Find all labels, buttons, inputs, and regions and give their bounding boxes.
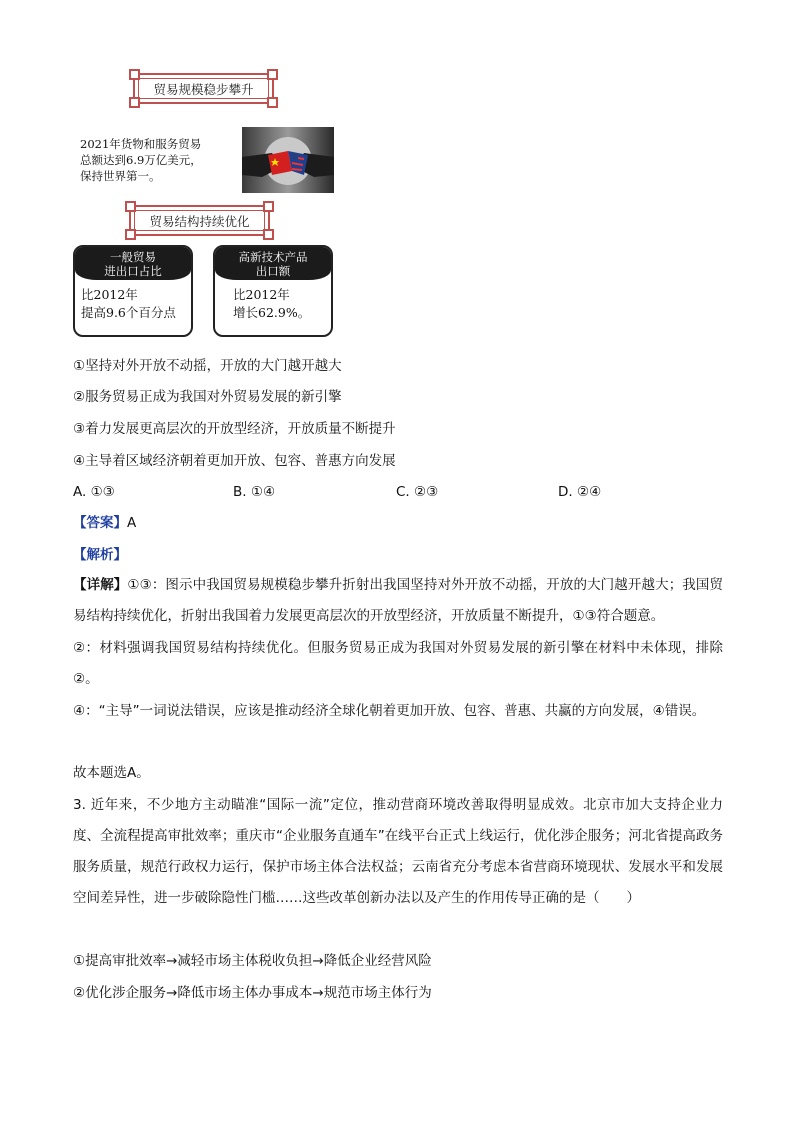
detail-paragraph-3: ④：“主导”一词说法错误，应该是推动经济全球化朝着更加开放、包容、普惠、共赢的方向发展，④错误。 (73, 703, 706, 719)
card-body: 比2012年 提高9.6个百分点 (81, 287, 176, 320)
card-general-trade (73, 245, 193, 337)
answer-value: A (127, 515, 137, 531)
detail-paragraph-4: 故本题选A。 (73, 765, 150, 781)
figure-title-1: 贸易规模稳步攀升 (153, 81, 254, 97)
choice-c: C. ②③ (396, 484, 439, 500)
option-1: ①坚持对外开放不动摇，开放的大门越开越大 (73, 358, 342, 374)
option-4: ④主导着区域经济朝着更加开放、包容、普惠方向发展 (73, 453, 396, 469)
title-box-trade-scale (133, 73, 274, 104)
figure-title-2: 贸易结构持续优化 (149, 213, 250, 229)
card-header: 一般贸易 进出口占比 (75, 247, 191, 280)
question-3-stem: 3. 近年来，不少地方主动瞄准“国际一流”定位，推动营商环境改善取得明显成效。北京市加大支持企业力度、全流程提高审批效率；重庆市“企业服务直通车”在线平台正式上线运行，优化涉企服务；河北省提高政务服务质量，规范行政权力运行，保护市场主体合法权益；云南省充分考虑本省营商环境现状、发展水平和发展空间差异性，进一步破除隐性门槛……这些改革创新办法以及产生的作用传导正确的是（ ） (73, 797, 723, 906)
analysis-label: 【解析】 (73, 547, 127, 563)
detail-paragraph-2: ②：材料强调我国贸易结构持续优化。但服务贸易正成为我国对外贸易发展的新引擎在材料中未体现，排除②。 (73, 640, 723, 687)
answer-line (73, 513, 136, 533)
detail-paragraph-1: 【详解】①③：图示中我国贸易规模稳步攀升折射出我国坚持对外开放不动摇，开放的大门越开越大；我国贸易结构持续优化，折射出我国着力发展更高层次的开放型经济，开放质量不断提升，①③符合题意。 (73, 577, 724, 624)
option-3: ③着力发展更高层次的开放型经济，开放质量不断提升 (73, 421, 396, 437)
option-2: ②服务贸易正成为我国对外贸易发展的新引擎 (73, 389, 342, 405)
answer-label: 【答案】 (73, 515, 127, 531)
title-box-trade-structure (129, 205, 270, 236)
handshake-image (242, 127, 334, 193)
choice-a: A. ①③ (73, 484, 115, 500)
detail-label: 【详解】 (73, 577, 128, 593)
question-3-option-1: ①提高审批效率→减轻市场主体税收负担→降低企业经营风险 (73, 953, 432, 969)
choice-b: B. ①④ (233, 484, 276, 500)
card-high-tech-export (213, 245, 333, 337)
card-body: 比2012年 增长62.9%。 (233, 287, 311, 320)
trade-stat-text: 2021年货物和服务贸易 总额达到6.9万亿美元， 保持世界第一。 (80, 137, 202, 183)
question-3-option-2: ②优化涉企服务→降低市场主体办事成本→规范市场主体行为 (73, 985, 432, 1001)
choice-d: D. ②④ (558, 484, 602, 500)
card-header: 高新技术产品 出口额 (215, 247, 331, 280)
